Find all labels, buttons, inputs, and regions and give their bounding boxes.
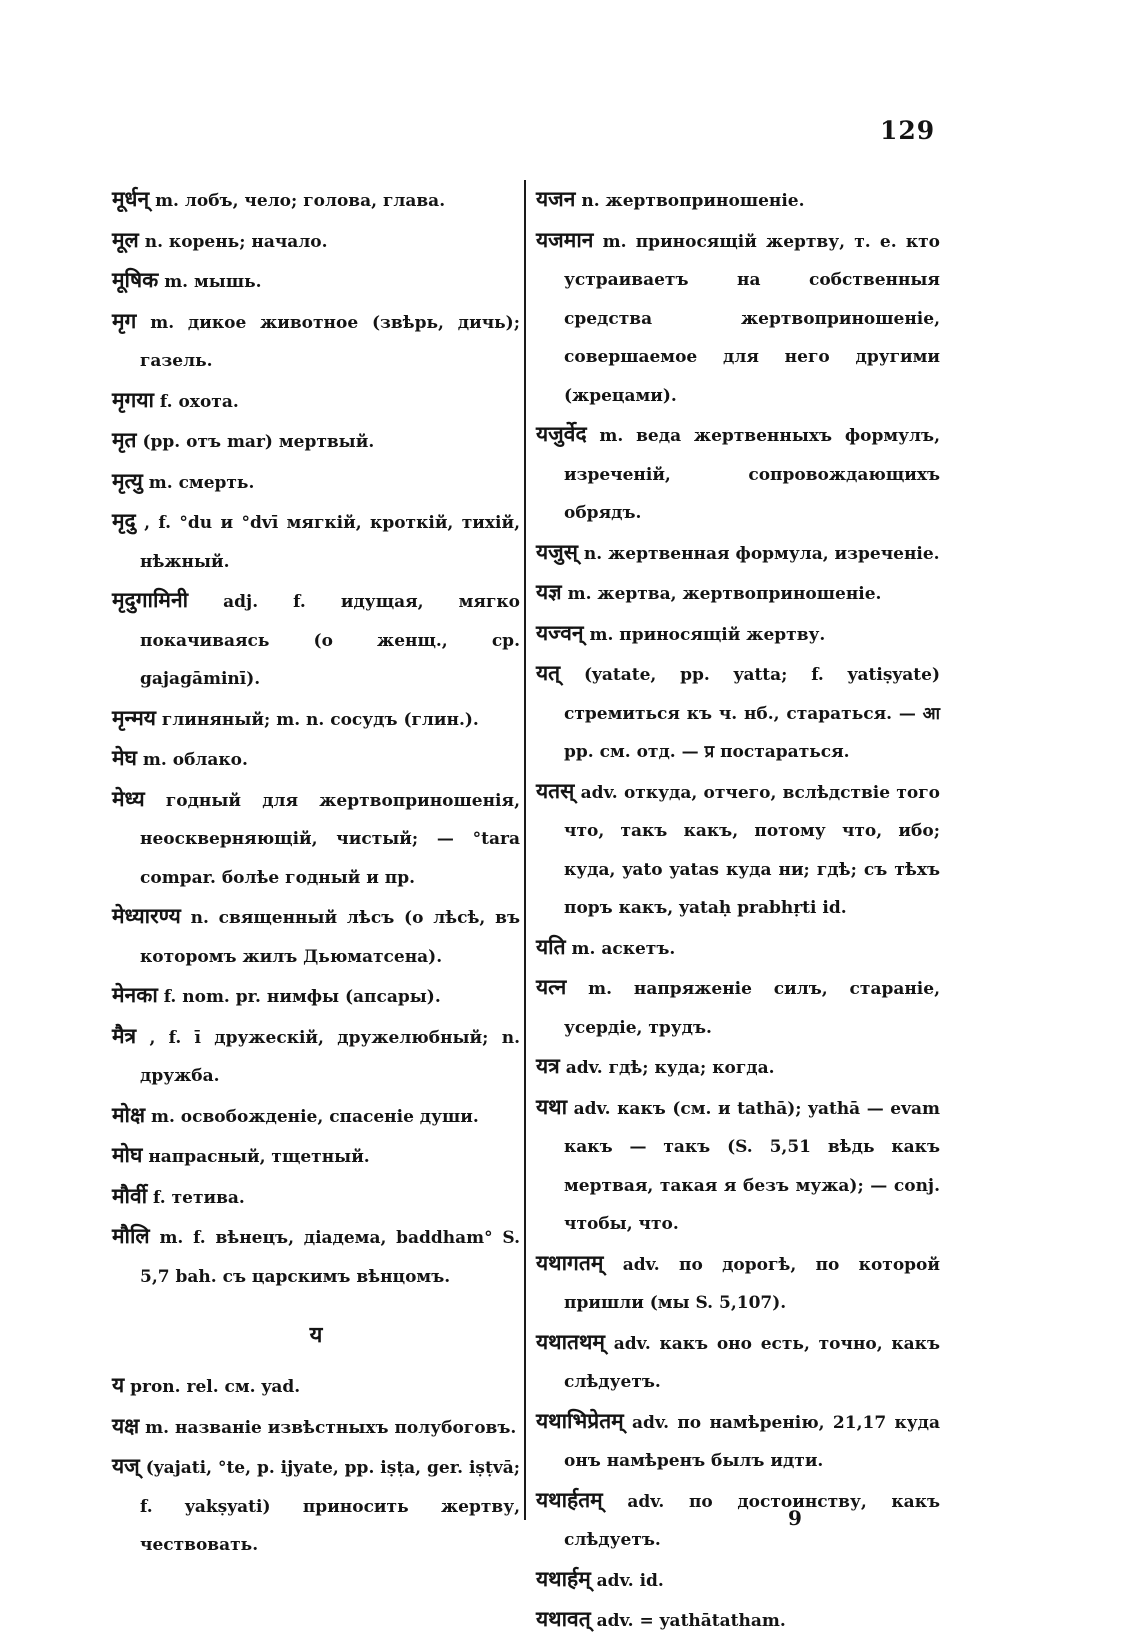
entry-definition: , f. ī дружескій, дружелюбный; n. дружба. <box>140 1027 520 1086</box>
entry-headword: मूषिक <box>112 268 159 292</box>
entry-definition: m. f. вѣнецъ, діадема, baddham° S. 5,7 bah. съ царскимъ вѣнцомъ. <box>140 1228 520 1287</box>
dictionary-entry <box>536 221 940 416</box>
entry-headword: यज् <box>112 1454 140 1478</box>
entry-headword: यज्ञ <box>536 580 562 604</box>
entry-headword: मूर्धन् <box>112 187 150 211</box>
dictionary-entry <box>112 1366 520 1407</box>
left-entries <box>112 180 520 1296</box>
dictionary-entry <box>536 415 940 533</box>
dictionary-entry <box>112 421 520 462</box>
entry-definition: n. жертвенная формула, изреченіе. <box>583 543 940 564</box>
entry-definition: m. облако. <box>142 750 248 770</box>
entry-definition: m. приносящій жертву, т. е. кто устраиваетъ на собственныя средства жертвоприношеніе, совершаемое для него другими (жрецами). <box>564 231 940 406</box>
entry-definition: m. приносящій жертву. <box>589 624 826 645</box>
entry-headword: यत्र <box>536 1054 560 1078</box>
entry-definition: f. nom. pr. нимфы (апсары). <box>163 987 441 1007</box>
entry-headword: यति <box>536 934 566 959</box>
entry-headword: मेध्यारण्य <box>112 904 181 928</box>
entry-headword: मृग <box>112 308 137 333</box>
entry-headword: यजुर्वेद <box>536 422 587 446</box>
dictionary-entry <box>536 772 940 928</box>
entry-headword: मौर्वी <box>112 1183 148 1208</box>
entry-definition: глиняный; m. n. сосудъ (глин.). <box>161 709 479 730</box>
entry-headword: मैत्र <box>112 1023 137 1048</box>
left-entries-after <box>112 1366 520 1565</box>
entry-headword: यत्न <box>536 975 567 999</box>
entry-definition: (yajati, °te, p. ijyate, pp. iṣṭa, ger. iṣṭvā; f. yakṣyati) приносить жертву, чествовать. <box>140 1458 521 1555</box>
signature-mark: 9 <box>788 1506 802 1530</box>
right-entries <box>536 180 940 1641</box>
entry-definition: adv. по дорогѣ, по которой пришли (мы S. 5,107). <box>564 1254 940 1313</box>
dictionary-entry <box>112 780 520 898</box>
entry-definition: pron. rel. см. yad. <box>130 1377 301 1397</box>
dictionary-entry <box>536 654 940 772</box>
dictionary-entry <box>536 1244 940 1323</box>
dictionary-entry <box>112 1136 520 1177</box>
entry-headword: यथाभिप्रेतम् <box>536 1408 624 1433</box>
entry-definition: m. освобожденіе, спасеніе души. <box>150 1106 479 1127</box>
entry-definition: adv. id. <box>596 1570 664 1591</box>
dictionary-entry <box>536 1402 940 1481</box>
entry-definition: adv. какъ оно есть, точно, какъ слѣдуетъ. <box>564 1333 940 1392</box>
entry-definition: adv. какъ (см. и tathā); yathā — evam какъ — такъ (S. 5,51 вѣдь какъ мертвая, такая я безъ мужа); — conj. чтобы, что. <box>564 1098 940 1234</box>
entry-headword: यतस् <box>536 778 575 803</box>
entry-definition: adv. = yathātatham. <box>596 1611 786 1631</box>
left-column <box>112 180 520 1565</box>
entry-definition: m. названіе извѣстныхъ полубоговъ. <box>145 1417 517 1438</box>
entry-headword: मूल <box>112 227 139 252</box>
dictionary-entry <box>112 1447 520 1565</box>
entry-definition: m. веда жертвенныхъ формулъ, изреченій, сопровождающихъ обрядъ. <box>564 426 940 523</box>
dictionary-entry <box>112 581 520 699</box>
entry-headword: यजुस् <box>536 539 578 564</box>
dictionary-entry <box>536 533 940 574</box>
entry-definition: adv. по намѣренію, 21,17 куда онъ намѣренъ былъ идти. <box>564 1412 940 1471</box>
entry-definition: m. дикое животное (звѣрь, дичь); газель. <box>140 312 521 371</box>
entry-headword: मृत <box>112 428 137 452</box>
column-divider <box>524 180 526 1520</box>
section-letter-heading: य <box>309 1323 323 1348</box>
entry-headword: यक्ष <box>112 1413 140 1438</box>
page-number: 129 <box>880 116 936 145</box>
dictionary-entry <box>112 739 520 780</box>
dictionary-entry <box>536 1047 940 1088</box>
dictionary-entry <box>112 1217 520 1296</box>
entry-headword: मेघ <box>112 746 137 770</box>
dictionary-entry <box>536 614 940 655</box>
entry-definition: годный для жертвоприношенія, неоскверняющій, чистый; — °tara compar. болѣе годный и пр. <box>140 790 520 888</box>
dictionary-entry <box>112 221 520 262</box>
entry-headword: यथातथम् <box>536 1329 605 1354</box>
entry-headword: मृत्यु <box>112 468 143 493</box>
dictionary-entry <box>112 897 520 976</box>
dictionary-entry <box>536 1481 940 1560</box>
dictionary-entry <box>112 699 520 740</box>
right-column <box>536 180 940 1641</box>
dictionary-entry <box>112 302 520 381</box>
entry-headword: यथावत् <box>536 1607 591 1631</box>
entry-headword: मृदुगामिनी <box>112 588 189 612</box>
dictionary-entry <box>112 976 520 1017</box>
dictionary-entry <box>536 928 940 969</box>
entry-headword: यथागतम् <box>536 1250 604 1275</box>
dictionary-entry <box>112 381 520 422</box>
dictionary-entry <box>536 573 940 614</box>
entry-headword: मेनका <box>112 983 158 1007</box>
entry-definition: m. лобъ, чело; голова, глава. <box>155 191 446 211</box>
entry-definition: , f. °du и °dvī мягкій, кроткій, тихій, нѣжный. <box>140 513 520 572</box>
entry-headword: मोघ <box>112 1143 143 1167</box>
entry-definition: adv. откуда, отчего, вслѣдствіе того что, такъ какъ, потому что, ибо; куда, yato yatas куда ни; гдѣ; съ тѣхъ поръ какъ, yataḥ prabhṛti id. <box>564 782 941 918</box>
dictionary-entry <box>536 1600 940 1641</box>
dictionary-entry <box>536 1560 940 1601</box>
entry-definition: m. мышь. <box>164 272 262 292</box>
entry-definition: n. жертвоприношеніе. <box>581 191 805 211</box>
entry-definition: adv. гдѣ; куда; когда. <box>565 1058 775 1078</box>
entry-headword: मृदु <box>112 509 136 533</box>
dictionary-entry <box>112 502 520 581</box>
dictionary-entry <box>536 968 940 1047</box>
entry-definition: adv. по достоинству, какъ слѣдуетъ. <box>564 1491 941 1550</box>
dictionary-entry <box>536 1323 940 1402</box>
dictionary-entry <box>536 1088 940 1244</box>
entry-definition: n. корень; начало. <box>144 231 328 252</box>
entry-definition: m. жертва, жертвоприношеніе. <box>567 584 882 604</box>
entry-definition: n. священный лѣсъ (о лѣсѣ, въ которомъ жилъ Дьюматсена). <box>140 908 520 967</box>
dictionary-entry <box>112 261 520 302</box>
dictionary-entry <box>112 1017 520 1096</box>
entry-definition: adj. f. идущая, мягко покачиваясь (о женщ., ср. gajagāminī). <box>140 592 521 689</box>
entry-headword: यथार्हतम् <box>536 1487 603 1512</box>
entry-headword: यथार्हम् <box>536 1566 591 1591</box>
dictionary-entry <box>536 180 940 221</box>
entry-definition: m. напряженіе силъ, стараніе, усердіе, трудъ. <box>564 979 940 1038</box>
entry-headword: मौलि <box>112 1224 150 1248</box>
entry-headword: मृन्मय <box>112 705 156 730</box>
entry-headword: यजमान <box>536 227 594 252</box>
entry-definition: m. аскетъ. <box>571 938 676 959</box>
dictionary-entry <box>112 180 520 221</box>
entry-headword: मोक्ष <box>112 1102 146 1127</box>
dictionary-entry <box>112 462 520 503</box>
entry-definition: f. тетива. <box>153 1187 245 1208</box>
entry-definition: (yatate, pp. yatta; f. yatiṣyate) стремиться къ ч. нб., стараться. — आ pp. см. отд. — प्र постараться. <box>564 665 941 762</box>
entry-headword: य <box>112 1373 125 1397</box>
entry-definition: напрасный, тщетный. <box>148 1147 370 1167</box>
entry-definition: m. смерть. <box>148 472 255 493</box>
entry-definition: f. охота. <box>159 391 239 412</box>
dictionary-entry <box>112 1096 520 1137</box>
entry-headword: यज्वन् <box>536 620 584 645</box>
entry-headword: यजन <box>536 187 576 211</box>
dictionary-entry <box>112 1407 520 1448</box>
entry-definition: (pp. отъ mar) мертвый. <box>142 432 375 452</box>
entry-headword: यथा <box>536 1094 568 1119</box>
entry-headword: मेध्य <box>112 786 145 811</box>
entry-headword: यत् <box>536 661 561 685</box>
dictionary-entry <box>112 1177 520 1218</box>
entry-headword: मृगया <box>112 387 154 412</box>
